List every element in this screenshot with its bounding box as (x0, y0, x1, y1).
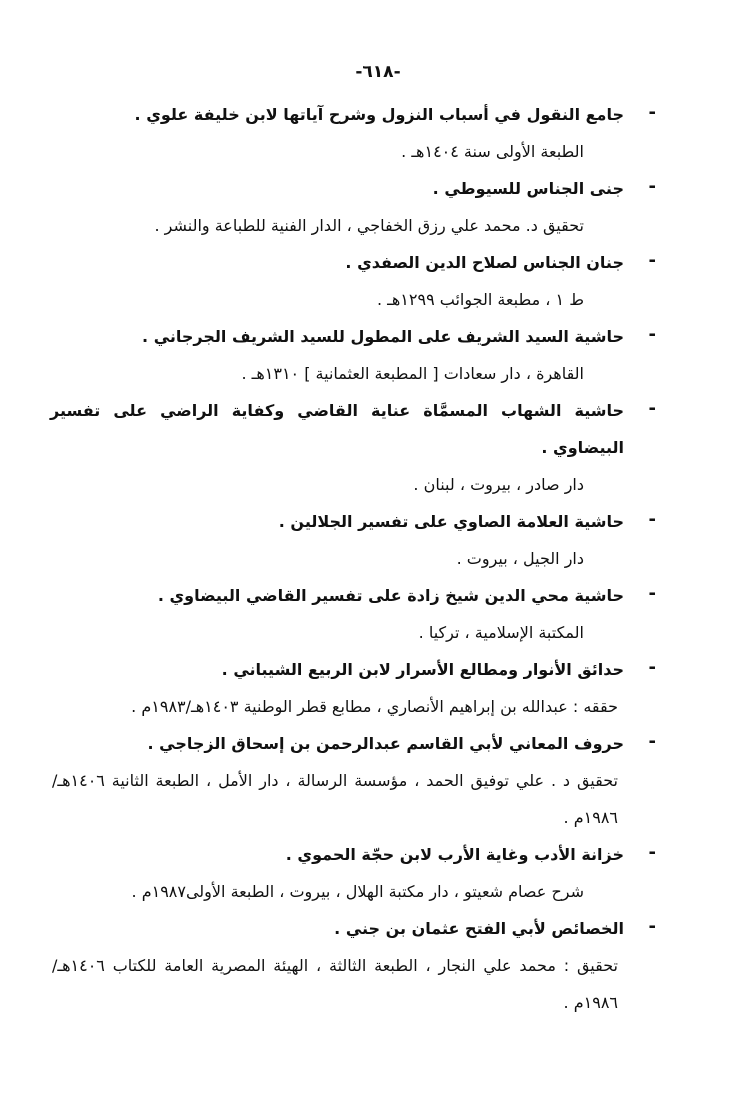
list-item (0, 244, 756, 318)
list-item (0, 318, 756, 392)
entry-title: حاشية العلامة الصاوي على تفسير الجلالين . (278, 512, 624, 531)
entry-title: حدائق الأنوار ومطالع الأسرار لابن الربيع الشيباني . (221, 660, 624, 679)
entry-detail: دار صادر ، بيروت ، لبنان . (413, 475, 584, 494)
list-item (0, 170, 756, 244)
entry-title: جنان الجناس لصلاح الدين الصفدي . (345, 253, 624, 272)
entry-detail: شرح عصام شعيتو ، دار مكتبة الهلال ، بيروت ، الطبعة الأولى١٩٨٧م . (131, 882, 584, 901)
list-item (0, 651, 756, 725)
entry-detail: الطبعة الأولى سنة ١٤٠٤هـ . (401, 142, 584, 161)
entry-detail: تحقيق : محمد علي النجار ، الطبعة الثالثة ، الهيئة المصرية العامة للكتاب ١٤٠٦هـ/١٩٨٦م . (52, 956, 618, 1012)
entry-detail: حققه : عبدالله بن إبراهيم الأنصاري ، مطابع قطر الوطنية ١٤٠٣هـ/١٩٨٣م . (131, 697, 618, 716)
bullet-dash: - (648, 916, 656, 937)
bullet-dash: - (648, 731, 656, 752)
entry-title: حاشية السيد الشريف على المطول للسيد الشريف الجرجاني . (142, 327, 624, 346)
list-item (0, 836, 756, 910)
entry-title: حروف المعاني لأبي القاسم عبدالرحمن بن إسحاق الزجاجي . (147, 734, 624, 753)
bullet-dash: - (648, 250, 656, 271)
entry-detail: تحقيق د. محمد علي رزق الخفاجي ، الدار الفنية للطباعة والنشر . (154, 216, 584, 235)
bullet-dash: - (648, 509, 656, 530)
entry-title: جامع النقول في أسباب النزول وشرح آياتها لابن خليفة علوي . (134, 105, 624, 124)
entry-detail: تحقيق د . علي توفيق الحمد ، مؤسسة الرسالة ، دار الأمل ، الطبعة الثانية ١٤٠٦هـ/١٩٨٦م . (52, 771, 618, 827)
bullet-dash: - (648, 176, 656, 197)
list-item (0, 577, 756, 651)
entry-detail: القاهرة ، دار سعادات [ المطبعة العثمانية ] ١٣١٠هـ . (241, 364, 584, 383)
bibliography-list (0, 96, 756, 1021)
list-item (0, 392, 756, 503)
list-item (0, 725, 756, 836)
entry-title: خزانة الأدب وغاية الأرب لابن حجّة الحموي . (285, 845, 624, 864)
bullet-dash: - (648, 102, 656, 123)
entry-detail: دار الجيل ، بيروت . (456, 549, 584, 568)
bullet-dash: - (648, 398, 656, 419)
entry-title: حاشية الشهاب المسمَّاة عناية القاضي وكفاية الراضي على تفسير البيضاوي . (50, 401, 624, 457)
bullet-dash: - (648, 657, 656, 678)
entry-title: الخصائص لأبي الفتح عثمان بن جني . (334, 919, 624, 938)
entry-title: جنى الجناس للسيوطي . (432, 179, 624, 198)
entry-title: حاشية محي الدين شيخ زادة على تفسير القاضي البيضاوي . (157, 586, 624, 605)
page-number: -٦١٨- (355, 62, 401, 82)
entry-detail: المكتبة الإسلامية ، تركيا . (418, 623, 584, 642)
list-item (0, 503, 756, 577)
list-item (0, 96, 756, 170)
bullet-dash: - (648, 842, 656, 863)
list-item (0, 910, 756, 1021)
bullet-dash: - (648, 583, 656, 604)
entry-detail: ط ١ ، مطبعة الجوائب ١٢٩٩هـ . (376, 290, 584, 309)
bullet-dash: - (648, 324, 656, 345)
